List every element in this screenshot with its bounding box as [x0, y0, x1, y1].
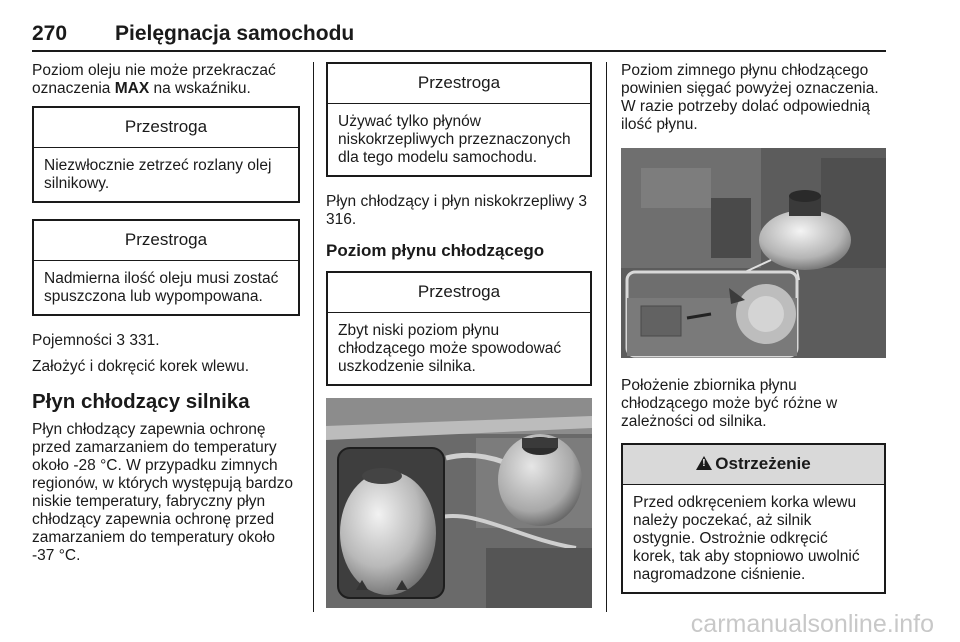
capacity-reference: Pojemności 3 331. [32, 332, 160, 349]
warning-triangle-icon [696, 456, 712, 470]
screw-cap-paragraph: Założyć i dokręcić korek wlewu. [32, 358, 250, 375]
section-heading: Płyn chłodzący silnika [32, 390, 250, 413]
page-number: 270 [32, 22, 68, 45]
column-1 [32, 62, 300, 573]
page-title: Pielęgnacja samochodu [115, 22, 355, 45]
caution-title: Przestroga [34, 221, 298, 261]
watermark: carmanualsonline.info [690, 610, 934, 638]
caution-text: Zbyt niski poziom płynu chłodzącego może spowodować uszkodzenie silnika. [338, 322, 562, 375]
warning-box [621, 443, 886, 594]
engine-bay-photo [621, 148, 886, 358]
subsection-heading: Poziom płynu chłodzącego [326, 241, 545, 260]
caution-title: Przestroga [328, 273, 590, 313]
page-header [32, 22, 886, 52]
coolant-reservoir-photo [326, 398, 592, 608]
caution-text: Nadmierna ilość oleju musi zostać spuszczona lub wypompowana. [44, 270, 279, 305]
column-divider [606, 62, 607, 612]
caution-box [32, 106, 300, 203]
column-3 [621, 62, 886, 610]
caution-text: Niezwłocznie zetrzeć rozlany olej silnikowy. [44, 157, 272, 192]
caution-title: Przestroga [34, 108, 298, 148]
caution-box [32, 219, 300, 316]
oil-max-paragraph: Poziom oleju nie może przekraczać oznaczenia MAX na wskaźniku. [32, 62, 276, 97]
caution-box [326, 271, 592, 386]
column-divider [313, 62, 314, 612]
caution-title: Przestroga [328, 64, 590, 104]
caution-text: Używać tylko płynów niskokrzepliwych przeznaczonych dla tego modelu samochodu. [338, 113, 571, 166]
warning-text: Przed odkręceniem korka wlewu należy poczekać, aż silnik ostygnie. Ostrożnie odkręcić korek, tak aby stopniowo uwolnić nagromadzone ciśnienie. [633, 494, 860, 583]
coolant-level-paragraph: Poziom zimnego płynu chłodzącego powinien sięgać powyżej oznaczenia. W razie potrzeby dolać odpowiednią ilość płynu. [621, 62, 879, 133]
warning-title: !Ostrzeżenie [623, 445, 884, 485]
coolant-paragraph: Płyn chłodzący zapewnia ochronę przed zamarzaniem do temperatury około -28 °C. W przypadku zimnych regionów, w których występują bardzo niskie temperatury, fabryczny płyn chłodzący zapewnia ochronę przed zamarzaniem do temperatury około -37 °C. [32, 421, 294, 564]
antifreeze-reference: Płyn chłodzący i płyn niskokrzepliwy 3 316. [326, 193, 588, 228]
column-2 [326, 62, 592, 613]
caution-box [326, 62, 592, 177]
reservoir-position-paragraph: Położenie zbiornika płynu chłodzącego może być różne w zależności od silnika. [621, 377, 838, 430]
